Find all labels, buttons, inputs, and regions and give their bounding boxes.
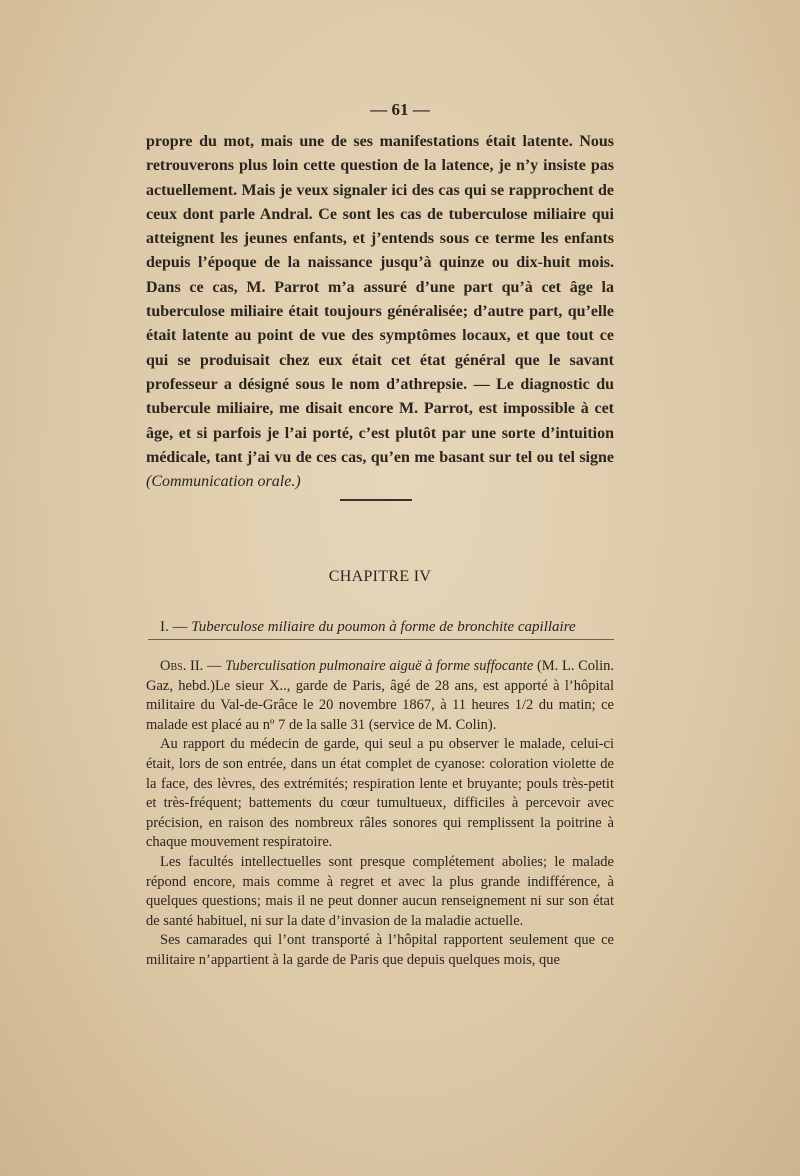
observation-paragraph: Ses camarades qui l’ont transporté à l’hôpital rapportent seulement que ce militaire n’appartient à la garde de Paris que depuis quelques mois, que — [146, 932, 614, 968]
section-title: Tuberculose miliaire du poumon à forme de bronchite capillaire — [191, 619, 576, 635]
body-paragraph — [146, 130, 614, 494]
section-underline — [148, 639, 614, 640]
paragraph-text: propre du mot, mais une de ses manifestations était latente. Nous retrouverons plus loin cette question de la latence, je n’y insiste pas actuellement. Mais je veux signaler ici des cas qui se rapprochent de ceux dont parle Andral. Ce sont les cas de tuberculose miliaire qui atteignent les jeunes enfants, et j’entends sous ce terme les enfants depuis l’époque de la naissance jusqu’à quinze ou dix-huit mois. Dans ce cas, M. Parrot m’a assuré d’une part qu’à cet âge la tuberculose miliaire était toujours généralisée; d’autre part, qu’elle était latente au point de vue des symptômes locaux, et que tout ce qui se produisait chez eux était cet état général que le savant professeur a désigné sous le nom d’athrepsie. — Le diagnostic du tubercule miliaire, me disait encore M. Parrot, est impossible à cet âge, et si parfois je l’ai porté, c’est plutôt par une sorte d’intuition médicale, tant j’ai vu de ces cas, qu’en me basant sur tel ou tel signe (Communication orale.) — [146, 133, 614, 491]
observation-label: Obs. II. — — [160, 658, 222, 674]
citation: (Communication orale.) — [146, 473, 301, 491]
section-divider — [340, 499, 412, 501]
chapter-title: CHAPITRE IV — [328, 568, 432, 585]
observation-title: Tuberculisation pulmonaire aiguë à forme suffocante — [225, 658, 534, 674]
observation-paragraph: Au rapport du médecin de garde, qui seul a pu observer le malade, celui-ci était, lors de son entrée, dans un état complet de cyanose: coloration violette de la face, des lèvres, des extrémités; respiration lente et bruyante; pouls très-petit et très-fréquent; battements du cœur tumultueux, difficiles à percevoir avec précision, en raison des nombreux râles sonores qui remplissent la poitrine à chaque mouvement respiratoire. — [146, 736, 614, 851]
observation-intro: Obs. II. — Tuberculisation pulmonaire aiguë à forme suffocante (M. L. Colin. Gaz, hebd.)Le sieur X.., garde de Paris, âgé de 28 ans, est apporté à l’hôpital militaire du Val-de-Grâce le 20 novembre 1867, à 11 heures 1/2 du matin; ce malade est placé au nº 7 de la salle 31 (service de M. Colin). — [146, 658, 614, 733]
page-number: — 61 — — [370, 100, 430, 119]
observation-paragraph: Les facultés intellectuelles sont presque complétement abolies; le malade répond encore, mais comme à regret et avec la plus grande indifférence, à quelques questions; mais il ne peut donner aucun renseignement ni sur son état de santé habituel, ni sur la date d’invasion de la maladie actuelle. — [146, 853, 614, 929]
observation-block — [146, 657, 614, 971]
section-heading — [160, 619, 610, 636]
section-number: I. — — [160, 619, 188, 635]
